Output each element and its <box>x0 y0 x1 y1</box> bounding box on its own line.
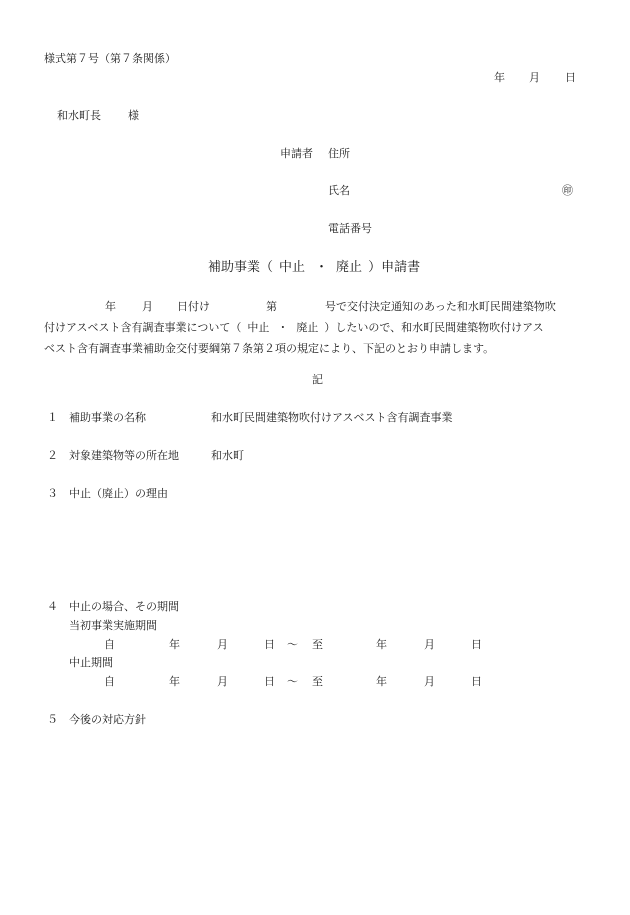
phone-label: 電話番号 <box>328 222 372 235</box>
address-label: 住所 <box>328 147 350 160</box>
period-month: 月 <box>424 638 435 651</box>
period-month: 月 <box>217 675 228 688</box>
period-year: 年 <box>169 675 180 688</box>
date-day-label: 日 <box>565 71 576 84</box>
body-paragraph <box>44 296 592 359</box>
title-option-abolish: 廃止 <box>336 260 363 275</box>
title-suffix: ）申請書 <box>368 260 421 275</box>
item-label: 対象建築物等の所在地 <box>69 449 179 462</box>
stop-period-label: 中止期間 <box>69 656 113 669</box>
item-number: ２ <box>47 449 58 462</box>
date-month-label: 月 <box>529 71 540 84</box>
document-title <box>208 261 420 274</box>
period-month: 月 <box>424 675 435 688</box>
applicant-label: 申請者 <box>280 147 313 160</box>
period-month: 月 <box>217 638 228 651</box>
item-number: １ <box>47 411 58 424</box>
item-label: 補助事業の名称 <box>69 411 146 424</box>
body-line-2: 付けアスベスト含有調査事業について（ 中止 ・ 廃止 ）したいので、和水町民間建築物吹付けアス <box>44 321 544 334</box>
period-day: 日 <box>471 638 482 651</box>
period-from: 自 <box>104 638 115 651</box>
period-year: 年 <box>169 638 180 651</box>
period-tilde: ～ <box>287 675 298 688</box>
title-separator: ・ <box>315 260 329 275</box>
period-year: 年 <box>376 675 387 688</box>
period-from: 自 <box>104 675 115 688</box>
period-day: 日 <box>264 638 275 651</box>
period-to: 至 <box>312 638 323 651</box>
title-option-stop: 中止 <box>279 260 306 275</box>
title-prefix: 補助事業（ <box>208 260 274 275</box>
addressee-name: 和水町長 <box>57 109 101 122</box>
seal-mark: ㊞ <box>562 184 573 197</box>
item-label: 中止の場合、その期間 <box>69 600 179 613</box>
period-day: 日 <box>264 675 275 688</box>
item-label: 中止（廃止）の理由 <box>69 487 168 500</box>
body-line-1: 年 月 日付け 第 号で交付決定通知のあった和水町民間建築物吹 <box>105 300 556 313</box>
period-to: 至 <box>312 675 323 688</box>
item-value: 和水町民間建築物吹付けアスベスト含有調査事業 <box>211 411 453 424</box>
item-value: 和水町 <box>211 449 244 462</box>
item-number: ４ <box>47 600 58 613</box>
date-year-label: 年 <box>494 71 505 84</box>
item-label: 今後の対応方針 <box>69 713 146 726</box>
period-tilde: ～ <box>287 638 298 651</box>
period-year: 年 <box>376 638 387 651</box>
name-label: 氏名 <box>328 184 350 197</box>
body-line-3: ベスト含有調査事業補助金交付要綱第７条第２項の規定により、下記のとおり申請します。 <box>44 342 495 355</box>
form-number: 様式第７号（第７条関係） <box>44 52 176 65</box>
addressee-honorific: 様 <box>128 109 139 122</box>
ki-heading: 記 <box>312 373 323 386</box>
period-day: 日 <box>471 675 482 688</box>
item-number: ３ <box>47 487 58 500</box>
item-number: ５ <box>47 713 58 726</box>
initial-period-label: 当初事業実施期間 <box>69 619 157 632</box>
